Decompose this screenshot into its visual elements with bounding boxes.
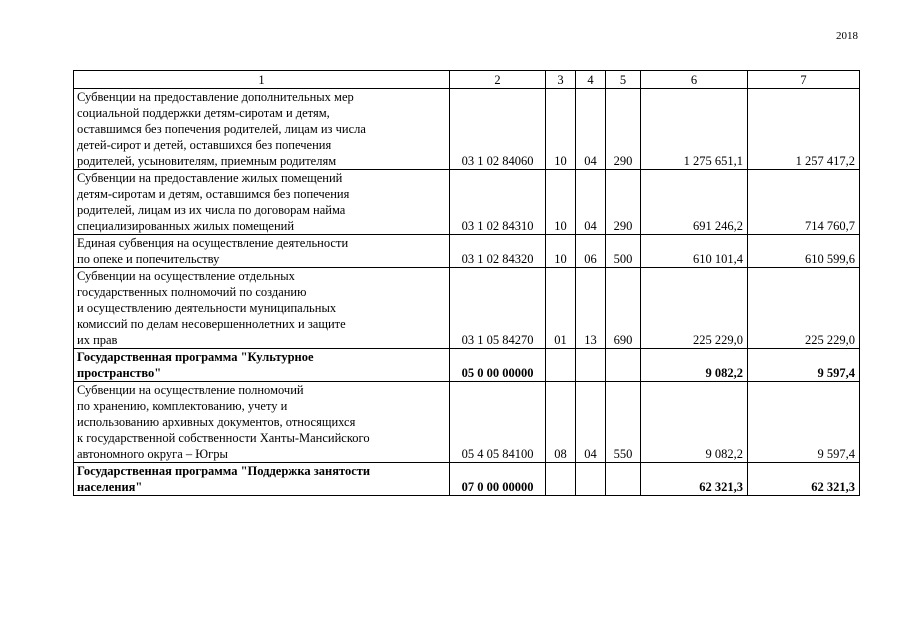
amount-column-7: 1 257 417,2: [748, 89, 860, 170]
amount-column-6: 9 082,2: [641, 382, 748, 463]
table-row: [74, 268, 860, 349]
row-name: Государственная программа "Культурное пространство": [74, 349, 450, 382]
column-header: 6: [641, 71, 748, 89]
column-header: 7: [748, 71, 860, 89]
row-name: Государственная программа "Поддержка занятости населения": [74, 463, 450, 496]
section-code: [546, 463, 576, 496]
amount-column-7: 9 597,4: [748, 382, 860, 463]
amount-column-6: 610 101,4: [641, 235, 748, 268]
table-row: [74, 382, 860, 463]
page-number: 2018: [836, 30, 858, 42]
target-article-code: 03 1 02 84320: [450, 235, 546, 268]
row-name: Субвенции на предоставление жилых помещений детям-сиротам и детям, оставшимся без попечения родителей, лицам из их числа по договорам найма специализированных жилых помещений: [74, 170, 450, 235]
column-number-header-row: [74, 71, 860, 89]
column-header: 3: [546, 71, 576, 89]
expense-type-code: 290: [606, 89, 641, 170]
expense-type-code: 500: [606, 235, 641, 268]
section-code: 10: [546, 170, 576, 235]
subsection-code: 04: [576, 382, 606, 463]
row-name: Субвенции на предоставление дополнительных мер социальной поддержки детям-сиротам и детям, оставшимся без попечения родителей, лицам из числа детей-сирот и детей, оставшихся без попечения родителей, усыновителям, приемным родителям: [74, 89, 450, 170]
section-code: 08: [546, 382, 576, 463]
budget-table: [73, 70, 860, 496]
expense-type-code: 550: [606, 382, 641, 463]
target-article-code: 05 0 00 00000: [450, 349, 546, 382]
table-row: [74, 89, 860, 170]
expense-type-code: 690: [606, 268, 641, 349]
expense-type-code: [606, 349, 641, 382]
column-header: 2: [450, 71, 546, 89]
target-article-code: 03 1 02 84060: [450, 89, 546, 170]
amount-column-7: 9 597,4: [748, 349, 860, 382]
target-article-code: 03 1 05 84270: [450, 268, 546, 349]
section-code: 01: [546, 268, 576, 349]
subsection-code: 13: [576, 268, 606, 349]
column-header: 4: [576, 71, 606, 89]
subsection-code: 04: [576, 170, 606, 235]
amount-column-6: 9 082,2: [641, 349, 748, 382]
amount-column-7: 62 321,3: [748, 463, 860, 496]
row-name: Субвенции на осуществление полномочий по хранению, комплектованию, учету и использованию архивных документов, относящихся к государственной собственности Ханты-Мансийского автономного округа – Югры: [74, 382, 450, 463]
subsection-code: [576, 463, 606, 496]
target-article-code: 07 0 00 00000: [450, 463, 546, 496]
amount-column-6: 1 275 651,1: [641, 89, 748, 170]
amount-column-7: 225 229,0: [748, 268, 860, 349]
column-header: 5: [606, 71, 641, 89]
column-header: 1: [74, 71, 450, 89]
expense-type-code: 290: [606, 170, 641, 235]
subsection-code: 04: [576, 89, 606, 170]
program-total-row: [74, 463, 860, 496]
amount-column-6: 691 246,2: [641, 170, 748, 235]
section-code: [546, 349, 576, 382]
section-code: 10: [546, 235, 576, 268]
program-total-row: [74, 349, 860, 382]
amount-column-6: 225 229,0: [641, 268, 748, 349]
expense-type-code: [606, 463, 641, 496]
row-name: Субвенции на осуществление отдельных государственных полномочий по созданию и осуществлению деятельности муниципальных комиссий по делам несовершеннолетних и защите их прав: [74, 268, 450, 349]
subsection-code: [576, 349, 606, 382]
amount-column-7: 714 760,7: [748, 170, 860, 235]
amount-column-6: 62 321,3: [641, 463, 748, 496]
target-article-code: 05 4 05 84100: [450, 382, 546, 463]
amount-column-7: 610 599,6: [748, 235, 860, 268]
table-row: [74, 235, 860, 268]
section-code: 10: [546, 89, 576, 170]
target-article-code: 03 1 02 84310: [450, 170, 546, 235]
subsection-code: 06: [576, 235, 606, 268]
table-row: [74, 170, 860, 235]
row-name: Единая субвенция на осуществление деятельности по опеке и попечительству: [74, 235, 450, 268]
